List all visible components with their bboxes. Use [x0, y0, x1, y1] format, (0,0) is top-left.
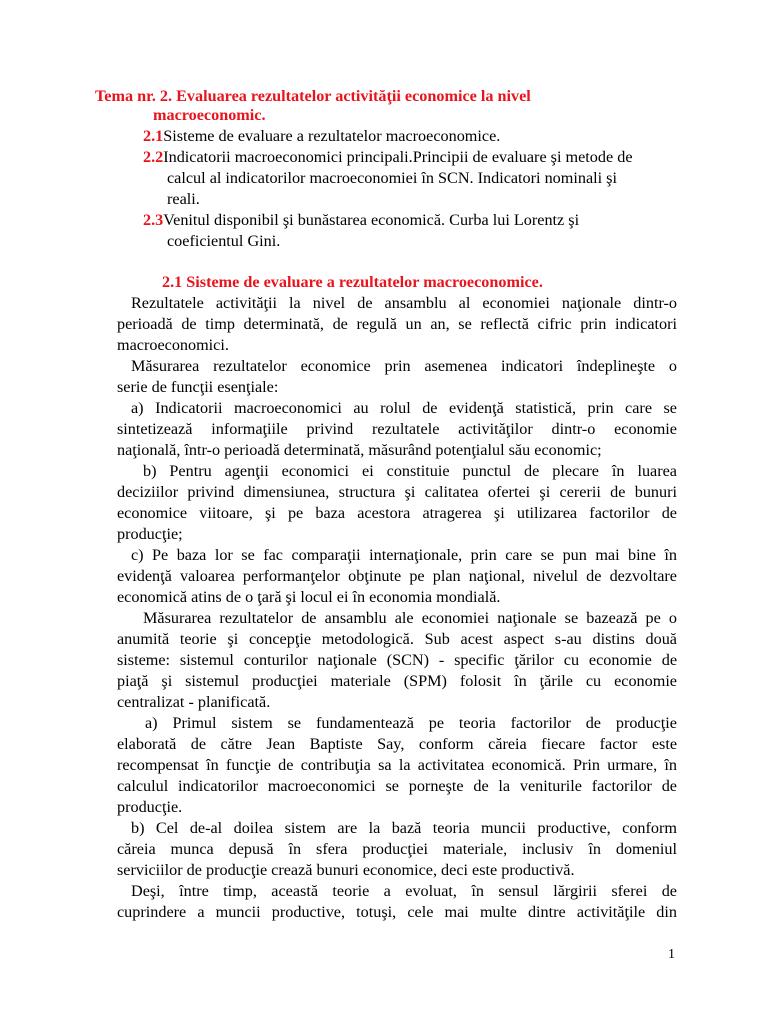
body-line: Măsurarea rezultatelor economice prin asemenea indicatori îndeplineşte o	[131, 357, 677, 375]
toc-text: Sisteme de evaluare a rezultatelor macroeconomice.	[163, 127, 501, 145]
body-line: b) Pentru agenţii economici ei constituie punctul de plecare în luarea	[143, 462, 677, 480]
body-line: evidenţă valoarea performanţelor obţinute pe plan naţional, nivelul de dezvoltare	[117, 567, 677, 585]
toc-number: 2.3	[143, 211, 164, 229]
toc-text-cont: calcul al indicatorilor macroeconomiei în SCN. Indicatori nominali şi	[167, 169, 617, 187]
body-line: căreia munca depusă în sfera producţiei materiale, inclusiv în domeniul	[117, 840, 677, 858]
body-line: b) Cel de-al doilea sistem are la bază teoria muncii productive, conform	[131, 819, 677, 837]
body-line: calculul indicatorilor macroeconomici se porneşte de la veniturile factorilor de	[117, 777, 677, 795]
body-line: economică atins de o ţară şi locul ei în economia mondială.	[117, 588, 501, 606]
document-title-line-1: Tema nr. 2. Evaluarea rezultatelor activităţii economice la nivel	[95, 87, 531, 105]
body-line: a) Primul sistem se fundamentează pe teoria factorilor de producţie	[145, 714, 677, 732]
body-line: a) Indicatorii macroeconomici au rolul de evidenţă statistică, prin care se	[131, 399, 677, 417]
toc-item-2-2	[143, 147, 703, 167]
toc-item-2-3	[143, 210, 703, 230]
document-title-line-2: macroeconomic.	[153, 106, 266, 124]
body-line: macroeconomici.	[117, 336, 229, 354]
page-number: 1	[668, 947, 675, 962]
body-line: producţie;	[117, 525, 183, 543]
body-line: cuprindere a muncii productive, totuşi, cele mai multe dintre activităţile din	[117, 903, 677, 921]
section-heading: 2.1 Sisteme de evaluare a rezultatelor macroeconomice.	[162, 273, 543, 291]
toc-item-2-1	[143, 126, 703, 146]
body-line: perioadă de timp determinată, de regulă un an, se reflectă cifric prin indicatori	[117, 315, 677, 333]
body-line: sintetizează informaţiile privind rezultatele activităţilor dintr-o economie	[117, 420, 677, 438]
body-line: anumită teorie şi concepţie metodologică. Sub acest aspect s-au distins două	[117, 630, 677, 648]
body-line: economice viitoare, şi pe baza acestora atragerea şi utilizarea factorilor de	[117, 504, 677, 522]
body-line: serviciilor de producţie crează bunuri economice, deci este productivă.	[117, 861, 575, 879]
body-line: Măsurarea rezultatelor de ansamblu ale economiei naţionale se bazează pe o	[143, 609, 677, 627]
toc-text-cont: coeficientul Gini.	[167, 232, 281, 250]
body-line: piaţă şi sistemul producţiei materiale (SPM) folosit în ţările cu economie	[117, 672, 677, 690]
toc-number: 2.1	[143, 127, 164, 145]
body-line: centralizat - planificată.	[117, 693, 271, 711]
body-line: Deşi, între timp, această teorie a evoluat, în sensul lărgirii sferei de	[131, 882, 677, 900]
toc-number: 2.2	[143, 148, 164, 166]
toc-text: Indicatorii macroeconomici principali.Principii de evaluare şi metode de	[163, 148, 633, 166]
body-line: sisteme: sistemul conturilor naţionale (SCN) - specific ţărilor cu economie de	[117, 651, 677, 669]
body-line: elaborată de către Jean Baptiste Say, conform căreia fiecare factor este	[117, 735, 677, 753]
body-line: recompensat în funcţie de contribuţia sa la activitatea economică. Prin urmare, în	[117, 756, 677, 774]
toc-text-cont: reali.	[167, 190, 200, 208]
body-line: naţională, într-o perioadă determinată, măsurând potenţialul său economic;	[117, 441, 602, 459]
body-line: deciziilor privind dimensiunea, structura şi calitatea ofertei şi cererii de bunuri	[117, 483, 677, 501]
body-line: serie de funcţii esenţiale:	[117, 378, 279, 396]
body-line: Rezultatele activităţii la nivel de ansamblu al economiei naţionale dintr-o	[131, 294, 677, 312]
body-line: producţie.	[117, 798, 183, 816]
body-line: c) Pe baza lor se fac comparaţii internaţionale, prin care se pun mai bine în	[131, 546, 677, 564]
toc-text: Venitul disponibil şi bunăstarea economică. Curba lui Lorentz şi	[163, 211, 580, 229]
